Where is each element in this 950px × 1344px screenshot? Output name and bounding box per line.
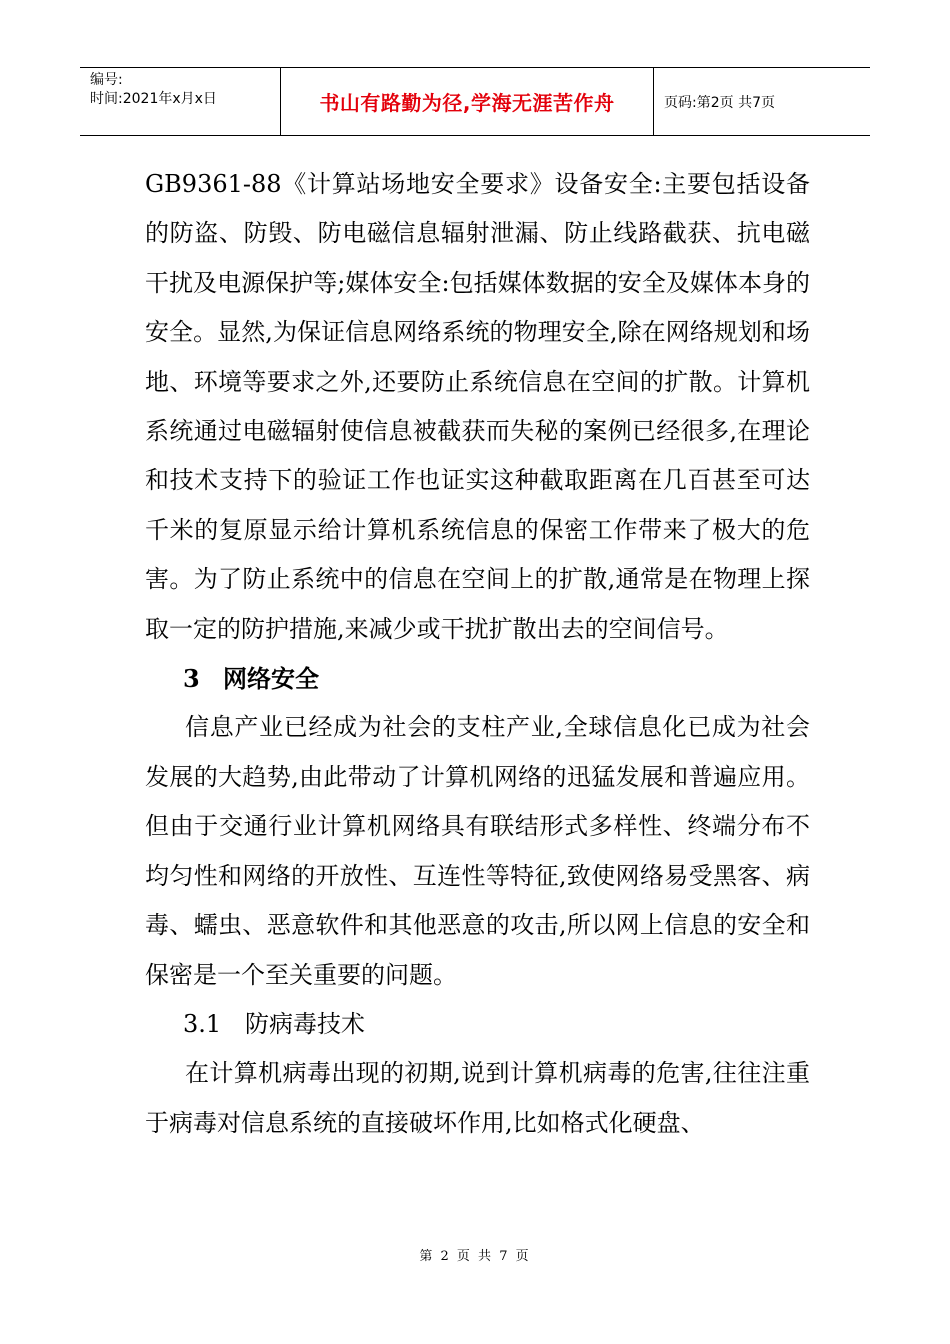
document-body <box>145 160 810 1148</box>
number-label: 编号: <box>90 72 123 88</box>
time-label: 时间:2021年x月x日 <box>90 91 217 107</box>
section-number: 3 <box>183 664 200 694</box>
section-title: 网络安全 <box>223 664 319 694</box>
header-motto: 书山有路勤为径,学海无涯苦作舟 <box>281 68 654 135</box>
paragraph-network-security: 信息产业已经成为社会的支柱产业,全球信息化已成为社会发展的大趋势,由此带动了计算机网络的迅猛发展和普遍应用。但由于交通行业计算机网络具有联结形式多样性、终端分布不均匀性和网络的开放性、互连性等特征,致使网络易受黑客、病毒、蠕虫、恶意软件和其他恶意的攻击,所以网上信息的安全和保密是一个至关重要的问题。 <box>145 713 810 989</box>
page-footer: 第 2 页 共 7 页 <box>419 1249 531 1264</box>
subsection-number: 3.1 <box>183 1009 222 1038</box>
paragraph-physical-security: GB9361-88《计算站场地安全要求》设备安全:主要包括设备的防盗、防毁、防电磁信息辐射泄漏、防止线路截获、抗电磁干扰及电源保护等;媒体安全:包括媒体数据的安全及媒体本身的安全。显然,为保证信息网络系统的物理安全,除在网络规划和场地、环境等要求之外,还要防止系统信息在空间的扩散。计算机系统通过电磁辐射使信息被截获而失秘的案例已经很多,在理论和技术支持下的验证工作也证实这种截取距离在几百甚至可达千米的复原显示给计算机系统信息的保密工作带来了极大的危害。为了防止系统中的信息在空间上的扩散,通常是在物理上探取一定的防护措施,来减少或干扰扩散出去的空间信号。 <box>145 170 810 643</box>
paragraph-antivirus: 在计算机病毒出现的初期,说到计算机病毒的危害,往往注重于病毒对信息系统的直接破坏作用,比如格式化硬盘、 <box>145 1059 810 1137</box>
subsection-heading-antivirus <box>145 1000 810 1049</box>
page-header <box>80 67 870 136</box>
header-meta <box>80 68 281 135</box>
section-heading-network-security <box>145 654 810 703</box>
subsection-title: 防病毒技术 <box>245 1009 365 1038</box>
header-page-info: 页码:第2页 共7页 <box>664 94 775 111</box>
